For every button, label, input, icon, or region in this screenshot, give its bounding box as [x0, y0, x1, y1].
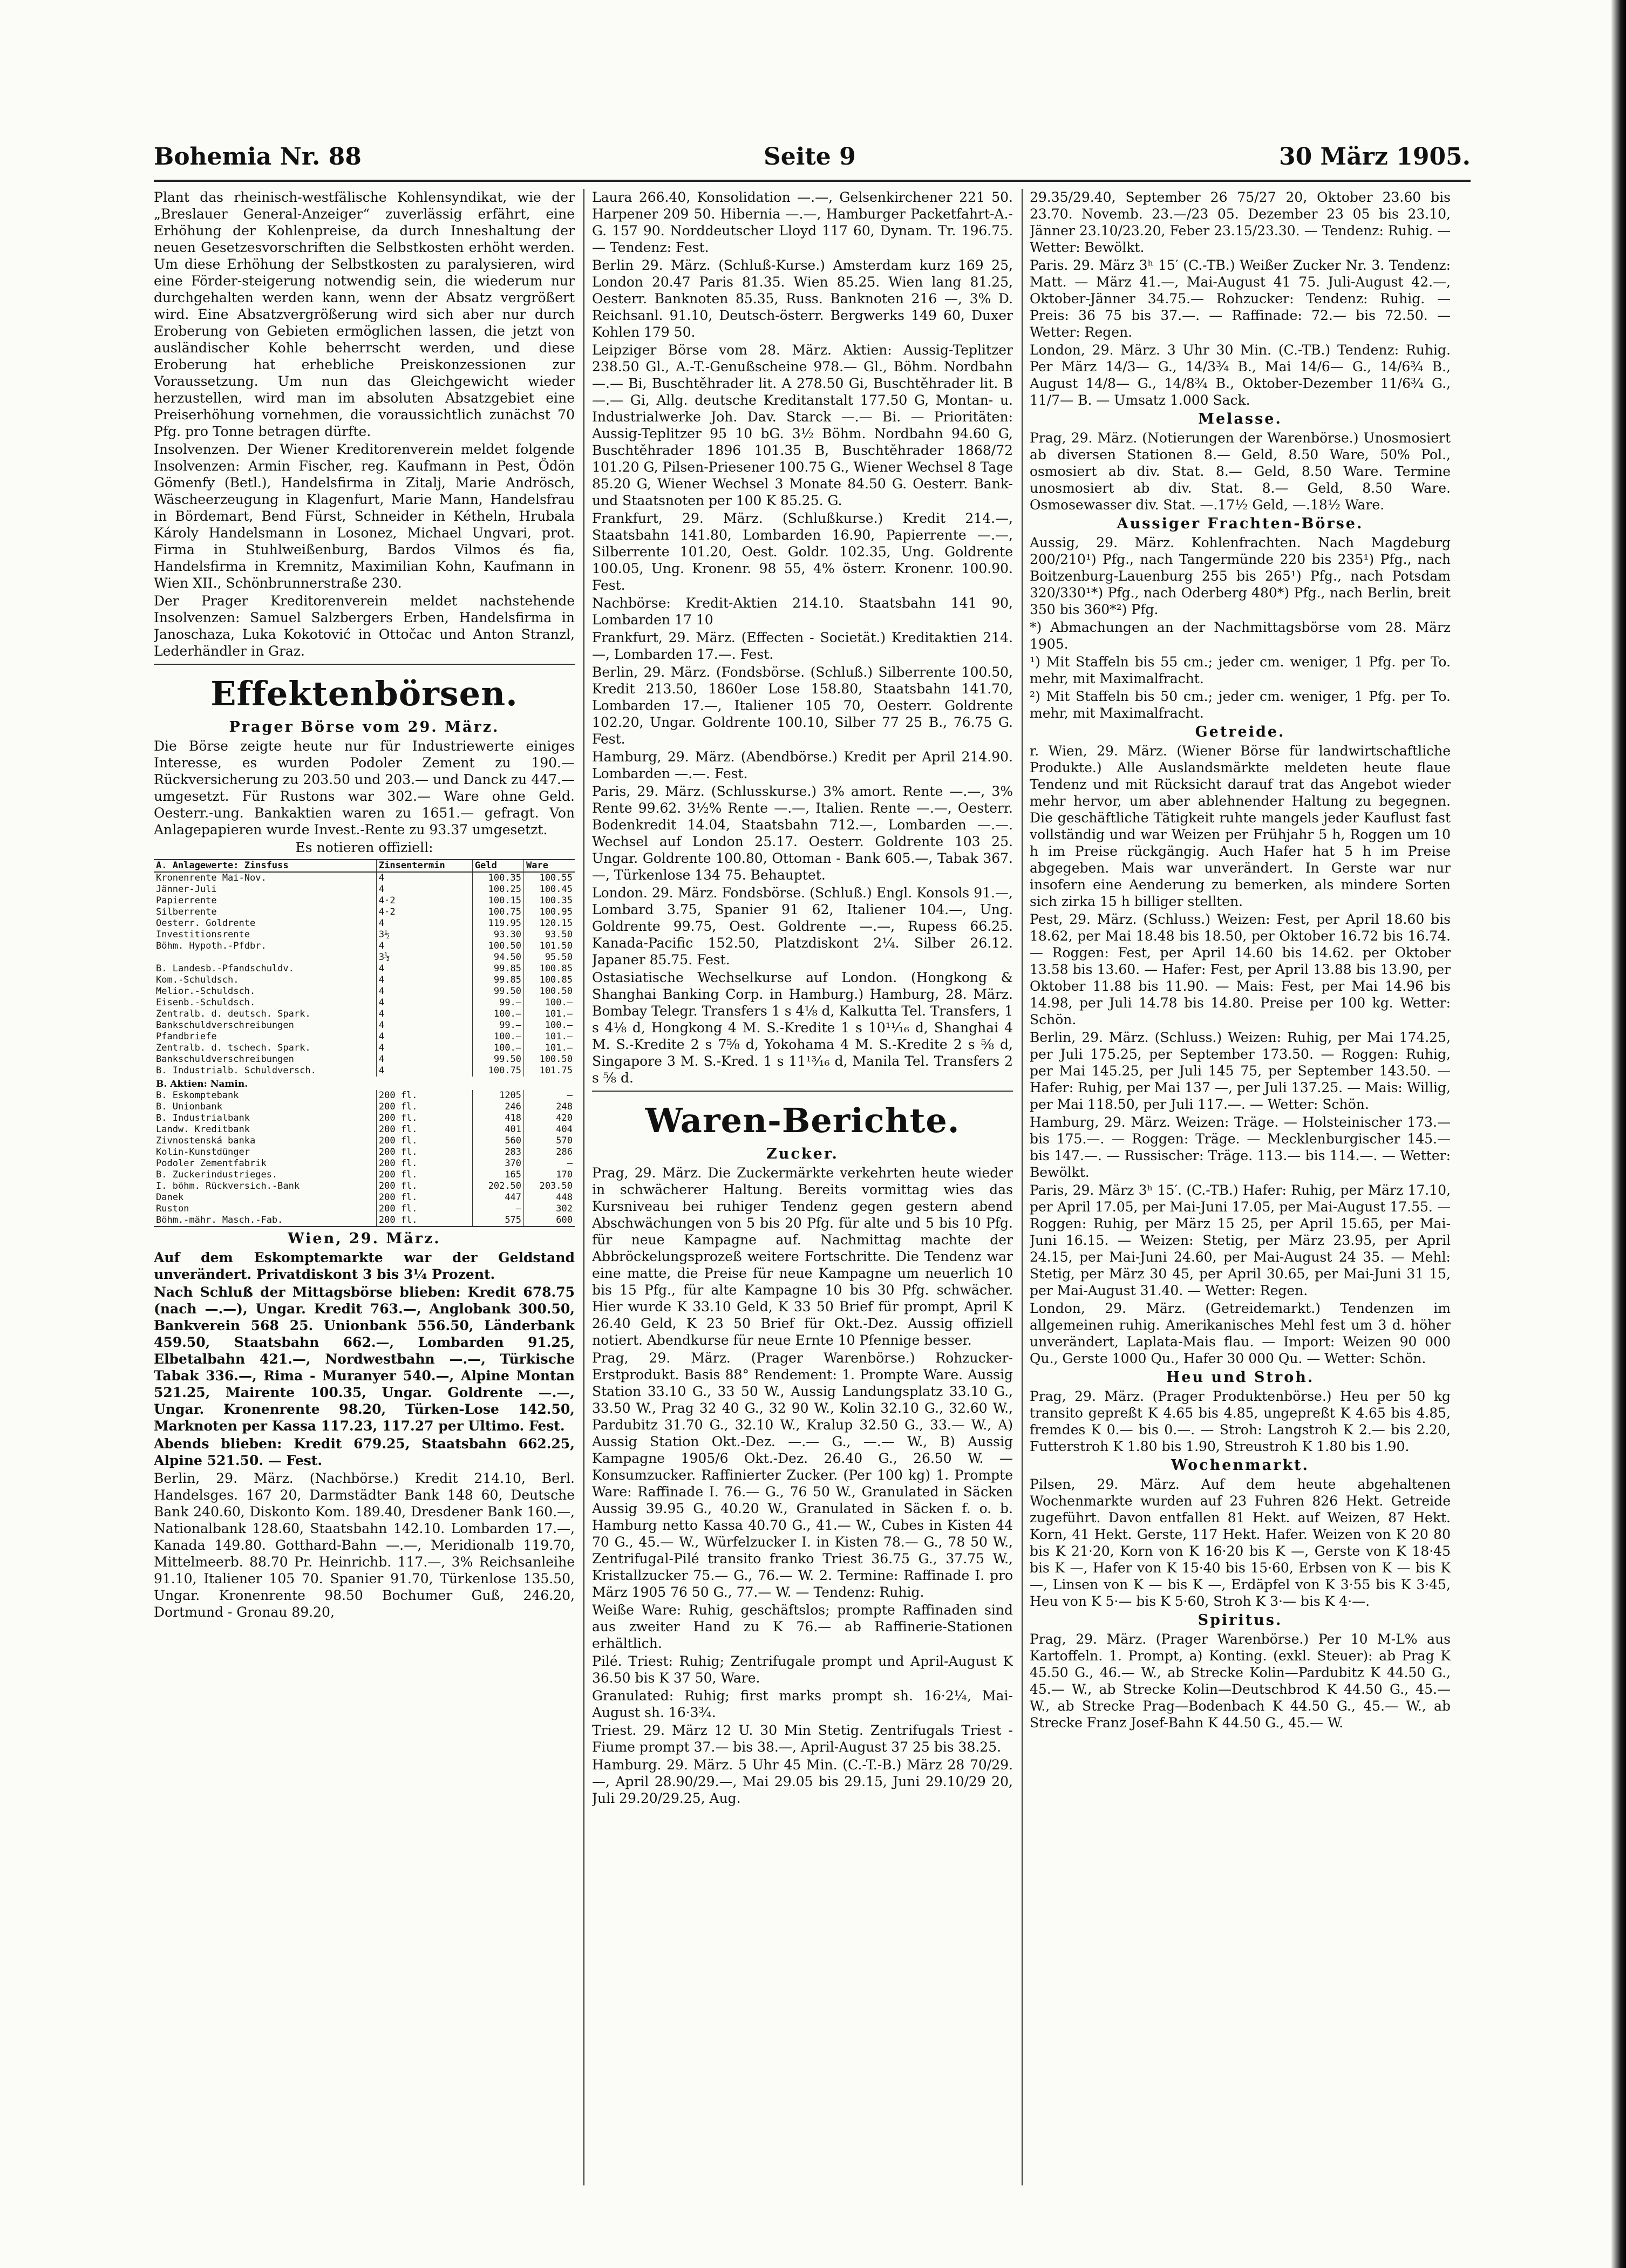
security-name: B. Landesb.-Pfandschuldv. — [156, 963, 294, 974]
frachten-kohlen: Aussig, 29. März. Kohlenfrachten. Nach Magdeburg 200/210¹) Pfg., nach Tangermünde 220 bis 235¹) Pfg., nach Boitzenburg-Lauenburg 255 bis 265¹) Pfg., nach Potsdam 320/330¹*) Pfg., nach Oderberg 480*) Pfg., nach Berlin, breit 350 bis 360*²) Pfg. — [1030, 535, 1451, 617]
security-name: Bankschuldverschreibungen — [156, 1020, 294, 1031]
aktien-row — [154, 1090, 575, 1101]
security-name: Bankschuldverschreibungen — [156, 1054, 294, 1065]
prager-boerse-heading: Prager Börse vom 29. März. — [229, 719, 500, 735]
ware-value: 93.50 — [524, 929, 575, 941]
aktien-row — [154, 1203, 575, 1215]
zucker-triest: Triest. 29. März 12 U. 30 Min Stetig. Zentrifugals Triest - Fiume prompt 37.— bis 38.—, April-August 37 25 bis 38.25. — [592, 1722, 1013, 1755]
geld-value: 560 — [472, 1135, 523, 1147]
frankfurt-nachboerse: Nachbörse: Kredit-Aktien 214.10. Staatsbahn 141 90, Lombarden 17 10 — [592, 595, 1013, 628]
london-fondsboerse: London. 29. März. Fondsbörse. (Schluß.) Engl. Konsols 91.—, Lombard 3.75, Spanier 91 62, Italiener 104.—, Ung. Goldrente 99.75, Oest. Goldrente —.—, Rupess 66.25. Kanada-Pacific 152.50, Platzdiskont 2¼. Silber 26.12. Japaner 85.75. Fest. — [592, 885, 1013, 968]
term: 4 — [376, 997, 472, 1009]
ware-value: 448 — [524, 1192, 575, 1203]
ware-value: — — [524, 1158, 575, 1169]
term: 200 fl. — [376, 1192, 472, 1203]
getreide-hamburg: Hamburg, 29. März. Weizen: Träge. — Holsteinischer 173.— bis 175.—. — Roggen: Träge. — Mecklenburgischer 145.— bis 147.—. — Russischer: Träge. 113.— bis 114.—. — Wetter: Bewölkt. — [1030, 1114, 1451, 1180]
security-name: Kronenrente Mai-Nov. — [156, 873, 267, 883]
anlagewert-row — [154, 907, 575, 918]
security-name: Eisenb.-Schuldsch. — [156, 997, 256, 1008]
ware-value: 100.50 — [524, 1054, 575, 1065]
aktien-row — [154, 1215, 575, 1227]
melasse-text: Prag, 29. März. (Notierungen der Warenbörse.) Unosmosiert ab diversen Stationen 8.— Geld, 8.50 Ware, 50% Pol., osmosiert ab div. Stat. 8.— Geld, 8.50 Ware. Termine unosmosiert ab div. Stat. 8.— Geld, 8.50 Ware. Osmosewasser div. Stat. —.17½ Geld, —.18½ Ware. — [1030, 430, 1451, 513]
aktien-row — [154, 1181, 575, 1192]
security-name: Ruston — [156, 1203, 189, 1214]
security-name: Böhm.-mähr. Masch.-Fab. — [154, 1215, 376, 1227]
berlin-nachboerse: Berlin, 29. März. (Nachbörse.) Kredit 214.10, Berl. Handelsges. 167 20, Darmstädter Bank 148 60, Deutsche Bank 240.60, Diskonto Kom. 189.40, Dresdener Bank 160.—, Nationalbank 128.60, Staatsbahn 142.10. Lombarden 17.—, Kanada 149.80. Gotthard-Bahn —.—, Meridionalb 119.70, Mittelmeerb. 88.70 Pr. Heinrichb. 117.—, 3% Reichsanleihe 91.10, Italiener 105 70. Spanier 91.70, Türkenlose 135.50, Ungar. Kronenrente 98.50 Bochumer Guß, 246.20, Dortmund - Gronau 89.20, — [154, 1470, 575, 1620]
aktien-row — [154, 1192, 575, 1203]
leipziger-boerse: Leipziger Börse vom 28. März. Aktien: Aussig-Teplitzer 238.50 Gl., A.-T.-Genußscheine 978.— Gl., Böhm. Nordbahn —.— Bi, Buschtěhrader lit. A 278.50 Gi, Buschtěhrader lit. B —.— Gi, Allg. deutsche Kreditanstalt 177.50 G, Montan- u. Industrialwerke Joh. Dav. Starck —.— Bi. — Prioritäten: Aussig-Teplitzer 95 10 bG. 3½ Böhm. Nordbahn 94.60 G, Buschtěhrader 1896 101.35 B, Buschtěhrader 1868/72 101.20 G, Pilsen-Priesener 100.75 G., Wiener Wechsel 8 Tage 85.20 G, Wiener Wechsel 3 Monate 84.50 G. Oesterr. Bank- und Staatsnoten per 100 K 85.25. G. — [592, 342, 1013, 508]
term: 200 fl. — [376, 1215, 472, 1227]
wochenmarkt-heading: Wochenmarkt. — [1171, 1457, 1309, 1474]
term: 3½ — [376, 929, 472, 941]
getreide-berlin: Berlin, 29. März. (Schluss.) Weizen: Ruhig, per Mai 174.25, per Juli 175.25, per September 173.50. — Roggen: Ruhig, per Mai 145.25, per Juli 145 75, per September 143.50. — Hafer: Ruhig, per Mai 137 —, per Juli 137.25. — Mais: Willig, per Mai 118.50, per Juli 117.—. — Wetter: Schön. — [1030, 1030, 1451, 1112]
term: 200 fl. — [376, 1158, 472, 1169]
ware-value: 404 — [524, 1124, 575, 1135]
term: 4 — [376, 986, 472, 997]
term: 4 — [376, 872, 472, 884]
geld-value: 94.50 — [472, 952, 523, 963]
berlin-fondsboerse: Berlin, 29. März. (Fondsbörse. (Schluß.) Silberrente 100.50, Kredit 213.50, 1860er Lose 158.80, Staatsbahn 141.70, Lombarden 17.—, Italiener 105 70, Oesterr. Goldrente 102.20, Ungar. Goldrente 100.10, Silber 77 25 B., 76.75 G. Fest. — [592, 664, 1013, 747]
frachten-note-1: *) Abmachungen an der Nachmittagsbörse vom 28. März 1905. — [1030, 619, 1451, 652]
aktien-row — [154, 1147, 575, 1158]
ware-value: 302 — [524, 1203, 575, 1215]
security-name: B. Eskomptebank — [156, 1090, 239, 1101]
header-page-number: Seite 9 — [764, 143, 856, 171]
geld-value: 99.85 — [472, 975, 523, 986]
security-name: B. Unionbank — [156, 1101, 222, 1112]
security-name: Jänner-Juli — [156, 884, 217, 895]
geld-value: 100.50 — [472, 941, 523, 952]
prager-boerse-text: Die Börse zeigte heute nur für Industriewerte einiges Interesse, es wurden Podoler Zement zu 190.— Rückversicherung zu 203.50 und 203.— und Danck zu 447.— umgesetzt. Für Rustons war 302.— Ware ohne Geld. Oesterr.-ung. Bankaktien waren zu 1651.— gefragt. Von Anlagepapieren wurde Invest.-Rente zu 93.37 umgesetzt. — [154, 738, 575, 837]
ware-value: 100.— — [524, 997, 575, 1009]
ware-value: 120.15 — [524, 918, 575, 929]
security-name: Zentralb. d. deutsch. Spark. — [156, 1009, 311, 1019]
zucker-hamburg: Hamburg. 29. März. 5 Uhr 45 Min. (C.-T.-B.) März 28 70/29.—, April 28.90/29.—, Mai 29.05 bis 29.15, Juni 29.10/29 20, Juli 29.20/29.25, Aug. — [592, 1757, 1013, 1806]
geld-value: 1205 — [472, 1090, 523, 1101]
getreide-heading: Getreide. — [1195, 724, 1285, 740]
section-title-effektenboersen: Effektenbörsen. — [210, 674, 518, 713]
security-name: Danek — [156, 1192, 184, 1203]
term: 4 — [376, 975, 472, 986]
quotes-header-ware: Ware — [524, 860, 575, 872]
anlagewert-row — [154, 963, 575, 975]
aktien-row — [154, 1113, 575, 1124]
security-name: Pfandbriefe — [156, 1031, 217, 1042]
geld-value: 370 — [472, 1158, 523, 1169]
paris-schlusskurse: Paris, 29. März. (Schlusskurse.) 3% amort. Rente —.—, 3% Rente 99.62. 3½% Rente —.—, Italien. Rente —.—, Oesterr. Bodenkredit 14.04, Staatsbahn 712.—, Lombarden —.—. Wechsel auf London 25.17. Oesterr. Goldrente 103 25. Ungar. Goldrente 100.80, Ottoman - Bank 605.—, Tabak 367.—, Türkenlose 134 75. Behauptet. — [592, 784, 1013, 883]
aktien-heading: B. Aktien: Namin. — [156, 1079, 248, 1089]
ware-value: 100.95 — [524, 907, 575, 918]
term: 200 fl. — [376, 1101, 472, 1113]
article-kohlensyndikat: Plant das rheinisch-westfälische Kohlensyndikat, wie der „Breslauer General-Anzeiger“ zuverlässig erfährt, eine Erhöhung der Kohlenpreise, da durch Inneshaltung der neuen Gesetzesvorschriften die Selbstkosten erhöht werden. Um diese Erhöhung der Selbstkosten zu paralysieren, wird eine Förder-steigerung notwendig sein, die wiederum nur durchgehalten werden kann, wenn der Absatz vergrößert wird. Eine Absatzvergrößerung wird sich aber nur durch Eroberung von Gebieten ermöglichen lassen, die jetzt von ausländischer Kohle beherrscht werden, und diese Eroberung hat erhebliche Preiskonzessionen zur Voraussetzung. Um nun das Gleichgewicht wieder herzustellen, wird man im absoluten Absatzgebiet eine Preiserhöhung vornehmen, die voraussichtlich zunächst 70 Pfg. pro Tonne betragen dürfte. — [154, 189, 575, 439]
geld-value: 100.— — [472, 1031, 523, 1043]
hamburg-abendboerse: Hamburg, 29. März. (Abendbörse.) Kredit per April 214.90. Lombarden —.—. Fest. — [592, 749, 1013, 781]
security-name: Landw. Kreditbank — [156, 1124, 250, 1135]
anlagewert-row — [154, 918, 575, 929]
scan-edge — [1611, 0, 1626, 2268]
term: 3½ — [376, 952, 472, 963]
security-name — [154, 952, 376, 963]
security-name: Kolin-Kunstdünger — [156, 1147, 250, 1157]
ware-value: 248 — [524, 1101, 575, 1113]
term: 200 fl. — [376, 1135, 472, 1147]
term: 200 fl. — [376, 1090, 472, 1101]
heu-heading: Heu und Stroh. — [1166, 1369, 1315, 1386]
security-name: Investitionsrente — [156, 929, 250, 940]
security-name: Papierrente — [156, 895, 217, 906]
zucker-heading: Zucker. — [766, 1146, 839, 1162]
column-2 — [592, 189, 1013, 2196]
term: 4 — [376, 1031, 472, 1043]
aktien-row — [154, 1158, 575, 1169]
spiritus-text: Prag, 29. März. (Prager Warenbörse.) Per 10 M-L% aus Kartoffeln. 1. Prompt, a) Konting. (exkl. Steuer): ab Prag K 45.50 G., 46.— W., ab Strecke Kolin—Pardubitz K 44.50 G., 45.— W., ab Strecke Kolin—Deutschbrod K 44.50 G., 45.— W., ab Strecke Prag—Bodenbach K 44.50 G., 45.— W., ab Strecke Franz Josef-Bahn K 44.50 G., 45.— W. — [1030, 1631, 1451, 1731]
geld-value: 401 — [472, 1124, 523, 1135]
ware-value: 100.50 — [524, 986, 575, 997]
ware-value: — — [524, 1090, 575, 1101]
security-name: B. Industrialb. Schuldversch. — [156, 1065, 316, 1076]
ware-value: 100.85 — [524, 963, 575, 975]
geld-value: 447 — [472, 1192, 523, 1203]
aktien-row — [154, 1169, 575, 1181]
term: 4 — [376, 884, 472, 895]
security-name: I. böhm. Rückversich.-Bank — [156, 1181, 300, 1191]
divider — [592, 1091, 1013, 1092]
ware-value: 170 — [524, 1169, 575, 1181]
geld-value: 165 — [472, 1169, 523, 1181]
quotes-table — [154, 859, 575, 1227]
wien-mittagsboerse: Nach Schluß der Mittagsbörse blieben: Kredit 678.75 (nach —.—), Ungar. Kredit 763.—, Anglobank 300.50, Bankverein 568 25. Unionbank 556.50, Länderbank 459.50, Staatsbahn 662.—, Lombarden 91.25, Elbetalbahn 421.—, Nordwestbahn —.—, Türkische Tabak 336.—, Rima - Muranyer 540.—, Alpine Montan 521.25, Mairente 100.35, Ungar. Goldrente —.—, Ungar. Kronenrente 98.20, Türken-Lose 142.50, Marknoten per Kassa 117.23, 117.27 per Ultimo. Fest. — [154, 1284, 575, 1434]
term: 200 fl. — [376, 1147, 472, 1158]
geld-value: 100.75 — [472, 1065, 523, 1077]
ware-value: 100.55 — [524, 872, 575, 884]
ware-value: 101.50 — [524, 941, 575, 952]
zucker-hamburg-continued: 29.35/29.40, September 26 75/27 20, Oktober 23.60 bis 23.70. Novemb. 23.—/23 05. Dezember 23 05 bis 23.10, Jänner 23.10/23.20, Feber 23.15/23.30. — Tendenz: Ruhig. — Wetter: Bewölkt. — [1030, 189, 1451, 255]
frachten-heading: Aussiger Frachten-Börse. — [1117, 515, 1364, 532]
wien-eskompte: Auf dem Eskomptemarkte war der Geldstand unverändert. Privatdiskont 3 bis 3¼ Prozent. — [154, 1250, 575, 1282]
melasse-heading: Melasse. — [1198, 411, 1282, 427]
zucker-pile: Pilé. Triest: Ruhig; Zentrifugale prompt und April-August K 36.50 bis K 37 50, Ware. — [592, 1653, 1013, 1686]
ware-value: 101.75 — [524, 1065, 575, 1077]
term: 4 — [376, 1043, 472, 1054]
aktien-row — [154, 1124, 575, 1135]
ware-value: 101.— — [524, 1043, 575, 1054]
geld-value: 246 — [472, 1101, 523, 1113]
security-name: Silberrente — [156, 907, 217, 917]
term: 4·2 — [376, 907, 472, 918]
ware-value: 101.— — [524, 1009, 575, 1020]
term: 4 — [376, 1065, 472, 1077]
anlagewert-row — [154, 929, 575, 941]
ware-value: 286 — [524, 1147, 575, 1158]
geld-value: 99.— — [472, 1020, 523, 1031]
security-name: Kom.-Schuldsch. — [156, 975, 239, 985]
getreide-wien: r. Wien, 29. März. (Wiener Börse für landwirtschaftliche Produkte.) Alle Auslandsmärkte meldeten heute flaue Tendenz und mit Rücksicht darauf trat das Angebot wieder mehr hervor, um aber ablehnender Haltung zu begegnen. Die geschäftliche Tätigkeit ruhte mangels jeder Kauflust fast vollständig und war Weizen per Frühjahr 5 h, Roggen um 10 h im Preise rückgängig. Auch Hafer hat 5 h im Preise abgegeben. Mais war unverändert. In Gerste war nur insofern eine Aenderung zu bemerken, als mindere Sorten sich zirka 15 h billiger stellten. — [1030, 743, 1451, 909]
frankfurt-effecten: Frankfurt, 29. März. (Effecten - Societät.) Kreditaktien 214.—, Lombarden 17.—. Fest. — [592, 630, 1013, 662]
anlagewert-row — [154, 975, 575, 986]
divider — [154, 664, 575, 665]
ostasiatische-wechselkurse: Ostasiatische Wechselkurse auf London. (Hongkong & Shanghai Banking Corp. in Hamburg.) Hamburg, 28. März. Bombay Telegr. Transfers 1 s 4⅛ d, Kalkutta Tel. Transfers, 1 s 4⅛ d, Hongkong 4 M. S.-Kredite 1 s 10¹¹⁄₁₆ d, Shanghai 4 M. S.-Kredite 2 s 7⅝ d, Yokohama 4 M. S.-Kredite 2 s ⅝ d, Singapore 3 M. S.-Kred. 1 s 11¹³⁄₁₆ d, Manila Tel. Transfers 2 s ⅝ d. — [592, 970, 1013, 1086]
zucker-london: London, 29. März. 3 Uhr 30 Min. (C.-TB.) Tendenz: Ruhig. Per März 14/3— G., 14/3¾ B., Mai 14/6— G., 14/6¾ B., August 14/8— G., 14/8¾ B., Oktober-Dezember 11/6¾ G., 11/7— B. — Umsatz 1.000 Sack. — [1030, 342, 1451, 408]
column-3 — [1030, 189, 1451, 2196]
column-1 — [154, 189, 575, 2196]
zucker-granulated: Granulated: Ruhig; first marks prompt sh. 16·2¼, Mai-August sh. 16·3¾. — [592, 1688, 1013, 1720]
geld-value: 202.50 — [472, 1181, 523, 1192]
geld-value: 100.25 — [472, 884, 523, 895]
article-insolvenzen-wien: Insolvenzen. Der Wiener Kreditorenverein meldet folgende Insolvenzen: Armin Fischer, reg. Kaufmann in Pest, Ödön Gömenfy (Betl.), Handelsfirma in Zitalj, Marie Andrösch, Wäscheerzeugung in Klagenfurt, Marie Mann, Handelsfrau in Bördemart, Bend Fürst, Schneider in Kétheln, Hrubala Károly Handelsmann in Losonez, Michael Ungvari, prot. Firma in Stuhlweißenburg, Bardos Vilmos és fia, Handelsfirma in Kremnitz, Maximilian Kohn, Kaufmann in Wien XII., Schönbrunnerstraße 230. — [154, 441, 575, 591]
heu-text: Prag, 29. März. (Prager Produktenbörse.) Heu per 50 kg transito gepreßt K 4.65 bis 4.85, ungepreßt K 4.65 bis 4.85, fremdes K 0.— bis 0.—. — Stroh: Langstroh K 2.— bis 2.20, Futterstroh K 1.80 bis 1.90, Streustroh K 1.80 bis 1.90. — [1030, 1388, 1451, 1454]
geld-value: 119.95 — [472, 918, 523, 929]
getreide-paris: Paris, 29. März 3ʰ 15′. (C.-TB.) Hafer: Ruhig, per März 17.10, per April 17.05, per Mai-Juni 17.05, per Mai-August 17.55. — Roggen: Ruhig, per März 15 25, per April 15.65, per Mai-Juni 16.15. — Weizen: Stetig, per März 23.95, per April 24.15, per Mai-Juni 24.60, per Mai-August 24 35. — Mehl: Stetig, per März 30 45, per April 30.65, per Mai-Juni 31 15, per Mai-August 31.40. — Wetter: Regen. — [1030, 1182, 1451, 1298]
anlagewert-row — [154, 941, 575, 952]
term: 4 — [376, 1009, 472, 1020]
ware-value: 100.45 — [524, 884, 575, 895]
geld-value: 575 — [472, 1215, 523, 1227]
column-rule-2 — [1022, 189, 1023, 2185]
geld-value: 93.30 — [472, 929, 523, 941]
term: 200 fl. — [376, 1203, 472, 1215]
term: 4 — [376, 918, 472, 929]
term: 4·2 — [376, 895, 472, 907]
geld-value: 100.15 — [472, 895, 523, 907]
geld-value: 99.— — [472, 997, 523, 1009]
anlagewert-row — [154, 952, 575, 963]
getreide-london: London, 29. März. (Getreidemarkt.) Tendenzen im allgemeinen ruhig. Amerikanisches Mehl fest um 3 d. höher unverändert, Laplata-Mais flau. — Import: Weizen 90 000 Qu., Gerste 1000 Qu., Hafer 30 000 Qu. — Wetter: Schön. — [1030, 1300, 1451, 1366]
anlagewert-row — [154, 1009, 575, 1020]
anlagewert-row — [154, 1065, 575, 1077]
ware-value: 100.85 — [524, 975, 575, 986]
security-name: Zivnostenská banka — [156, 1135, 256, 1146]
ware-value: 600 — [524, 1215, 575, 1227]
anlagewert-row — [154, 1054, 575, 1065]
ware-value: 100.35 — [524, 895, 575, 907]
aktien-row — [154, 1101, 575, 1113]
header-rule — [154, 180, 1471, 182]
security-name: Zentralb. d. tschech. Spark. — [156, 1043, 311, 1053]
geld-value: 100.75 — [472, 907, 523, 918]
aktien-row — [154, 1135, 575, 1147]
anlagewert-row — [154, 986, 575, 997]
zucker-warenboerse: Prag, 29. März. (Prager Warenbörse.) Rohzucker-Erstprodukt. Basis 88° Rendement: 1. Prompte Ware. Aussig Station 33.10 G., 33 50 W., Aussig Landungsplatz 33.10 G., 33.50 W., Prag 32 40 G., 32 90 W., Kolin 32.10 G., 32.60 W., Pardubitz 31.70 G., 32.10 W., Kralup 32.50 G., 33.— W., A) Aussig Station Okt.-Dez. —.— G., —.— W., B) Aussig Kampagne 1905/6 Okt.-Dez. 26.40 G., 26.50 W. — Konsumzucker. Raffinierter Zucker. (Per 100 kg) 1. Prompte Ware: Raffinade I. 76.— G., 76 50 W., Granulated in Säcken Aussig 39.95 G., 40.20 W., Granulated in Säcken f. o. b. Hamburg netto Kassa 40.70 G., 41.— W., Cubes in Kisten 44 70 G., 45.— W., Würfelzucker I. in Kisten 78.— G., 78 50 W., Zentrifugal-Pilé transito franko Triest 36.75 G., 37.75 W., Kristallzucker 75.— G., 76.— W. 2. Termine: Raffinade I. pro März 1905 76 50 G., 77.— W. — Tendenz: Ruhig. — [592, 1350, 1013, 1600]
geld-value: 99.50 — [472, 1054, 523, 1065]
frachten-note-3: ²) Mit Staffeln bis 50 cm.; jeder cm. weniger, 1 Pfg. per To. mehr, mit Maximalfracht. — [1030, 689, 1451, 721]
wien-heading: Wien, 29. März. — [288, 1230, 441, 1247]
geld-value: 100.35 — [472, 872, 523, 884]
term: 200 fl. — [376, 1169, 472, 1181]
berlin-schlusskurse: Berlin 29. März. (Schluß-Kurse.) Amsterdam kurz 169 25, London 20.47 Paris 81.35. Wien 85.25. Wien lang 81.25, Oesterr. Banknoten 85.35, Russ. Banknoten 216 —, 3% D. Reichsanl. 91.10, Deutsch-österr. Bergwerks 149 60, Duxer Kohlen 179 50. — [592, 257, 1013, 340]
article-insolvenzen-prag: Der Prager Kreditorenverein meldet nachstehende Insolvenzen: Samuel Salzbergers Erben, Handelsfirma in Janoschaza, Luka Kokotović in Ottočac und Anton Stranzl, Lederhändler in Graz. — [154, 593, 575, 659]
frachten-note-2: ¹) Mit Staffeln bis 55 cm.; jeder cm. weniger, 1 Pfg. per To. mehr, mit Maximalfracht. — [1030, 654, 1451, 686]
zucker-prag: Prag, 29. März. Die Zuckermärkte verkehrten heute wieder in schwächerer Haltung. Bereits vormittag wies das Kursniveau bei ruhiger Tendenz gegen gestern abend Abschwächungen von 5 bis 20 Pfg. für alte und 5 bis 10 Pfg. für neue Kampagne auf. Nachmittag machte der Abbröckelungsprozeß weitere Fortschritte. Die Tendenz war eine matte, die Preise für neue Kampagne um neuerlich 10 bis 15 Pfg., für alte Kampagne 10 bis 30 Pfg. schwächer. Hier wurde K 33.10 Geld, K 33 50 Brief für prompt, April K 26.40 Geld, K 23 50 Brief für Okt.-Dez. Aussig offiziell notiert. Abendkurse für neue Ernte 10 Pfennige besser. — [592, 1165, 1013, 1348]
wochenmarkt-text: Pilsen, 29. März. Auf dem heute abgehaltenen Wochenmarkte wurden auf 23 Fuhren 826 Hekt. Getreide zugeführt. Davon entfallen 81 Hekt. auf Weizen, 87 Hekt. Korn, 41 Hekt. Gerste, 117 Hekt. Hafer. Weizen von K 20 80 bis K 21·20, Korn von K 16·20 bis K —, Gerste von K 18·45 bis K —, Hafer von K 15·40 bis 15·60, Erbsen von K — bis K —, Linsen von K — bis K —, Erdäpfel von K 3·55 bis K 3·45, Heu von K 5·— bis K 5·60, Stroh K 3·— bis K 4·—. — [1030, 1476, 1451, 1609]
anlagewerte-rows — [154, 872, 575, 1077]
zucker-weisse-ware: Weiße Ware: Ruhig, geschäftslos; prompte Raffinaden sind aus zweiter Hand zu K 76.— ab Raffinerie-Stationen erhältlich. — [592, 1602, 1013, 1651]
quotes-header-name: A. Anlagewerte: Zinsfuss — [154, 860, 376, 872]
term: 200 fl. — [376, 1181, 472, 1192]
term: 4 — [376, 941, 472, 952]
security-name: B. Industrialbank — [156, 1113, 250, 1123]
geld-value: 100.— — [472, 1009, 523, 1020]
security-name: Podoler Zementfabrik — [156, 1158, 267, 1169]
term: 200 fl. — [376, 1124, 472, 1135]
zucker-paris: Paris. 29. März 3ʰ 15′ (C.-TB.) Weißer Zucker Nr. 3. Tendenz: Matt. — März 41.—, Mai-August 41 75. Juli-August 42.—, Oktober-Jänner 34.75.— Rohzucker: Tendenz: Ruhig. — Preis: 36 75 bis 37.—. — Raffinade: 72.— bis 72.50. — Wetter: Regen. — [1030, 257, 1451, 340]
ware-value: 100.— — [524, 1020, 575, 1031]
anlagewert-row — [154, 1031, 575, 1043]
table-caption: Es notieren offiziell: — [295, 840, 433, 855]
security-name: B. Zuckerindustrieges. — [156, 1169, 278, 1180]
geld-value: 418 — [472, 1113, 523, 1124]
aktien-rows — [154, 1090, 575, 1227]
geld-value: — — [472, 1203, 523, 1215]
ware-value: 570 — [524, 1135, 575, 1147]
header-issue: Bohemia Nr. 88 — [154, 143, 362, 171]
geld-value: 99.85 — [472, 963, 523, 975]
header-date: 30 März 1905. — [1278, 143, 1471, 171]
term: 4 — [376, 1054, 472, 1065]
berlin-continued: Laura 266.40, Konsolidation —.—, Gelsenkirchener 221 50. Harpener 209 50. Hibernia —.—, Hamburger Packetfahrt-A.-G. 157 90. Norddeutscher Lloyd 117 60, Dynam. Tr. 196.75. — Tendenz: Fest. — [592, 189, 1013, 255]
geld-value: 99.50 — [472, 986, 523, 997]
frankfurt-schlusskurse: Frankfurt, 29. März. (Schlußkurse.) Kredit 214.—, Staatsbahn 141.80, Lombarden 16.90, Papierrente —.—, Silberrente 101.20, Oest. Goldr. 102.35, Ung. Goldrente 100.05, Ung. Kronenr. 98 55, 4% österr. Kronenr. 100.90. Fest. — [592, 510, 1013, 593]
term: 4 — [376, 1020, 472, 1031]
page-header — [154, 143, 1471, 175]
anlagewert-row — [154, 1043, 575, 1054]
quotes-header-geld: Geld — [472, 860, 523, 872]
getreide-pest: Pest, 29. März. (Schluss.) Weizen: Fest, per April 18.60 bis 18.62, per Mai 18.48 bis 18.50, per Oktober 16.72 bis 16.74. — Roggen: Fest, per April 14.60 bis 14.62. per Oktober 13.58 bis 13.60. — Hafer: Fest, per April 13.88 bis 13.90, per Oktober 11.88 bis 11.90. — Mais: Fest, per Mai 14.96 bis 14.98, per Juli 14.78 bis 14.80. Preise per 100 kg. Wetter: Schön. — [1030, 911, 1451, 1027]
quotes-header-term: Zinsentermin — [376, 860, 472, 872]
ware-value: 101.— — [524, 1031, 575, 1043]
term: 200 fl. — [376, 1113, 472, 1124]
anlagewert-row — [154, 884, 575, 895]
anlagewert-row — [154, 895, 575, 907]
geld-value: 283 — [472, 1147, 523, 1158]
anlagewert-row — [154, 1020, 575, 1031]
column-rule-1 — [583, 189, 584, 2185]
ware-value: 95.50 — [524, 952, 575, 963]
wien-abends: Abends blieben: Kredit 679.25, Staatsbahn 662.25, Alpine 521.50. — Fest. — [154, 1436, 575, 1468]
term: 4 — [376, 963, 472, 975]
ware-value: 420 — [524, 1113, 575, 1124]
section-title-waren-berichte: Waren-Berichte. — [645, 1101, 960, 1140]
geld-value: 100.— — [472, 1043, 523, 1054]
security-name: Böhm. Hypoth.-Pfdbr. — [156, 941, 267, 951]
security-name: Oesterr. Goldrente — [156, 918, 256, 929]
anlagewert-row — [154, 997, 575, 1009]
ware-value: 203.50 — [524, 1181, 575, 1192]
security-name: Melior.-Schuldsch. — [156, 986, 256, 997]
spiritus-heading: Spiritus. — [1198, 1612, 1283, 1629]
anlagewert-row — [154, 872, 575, 884]
